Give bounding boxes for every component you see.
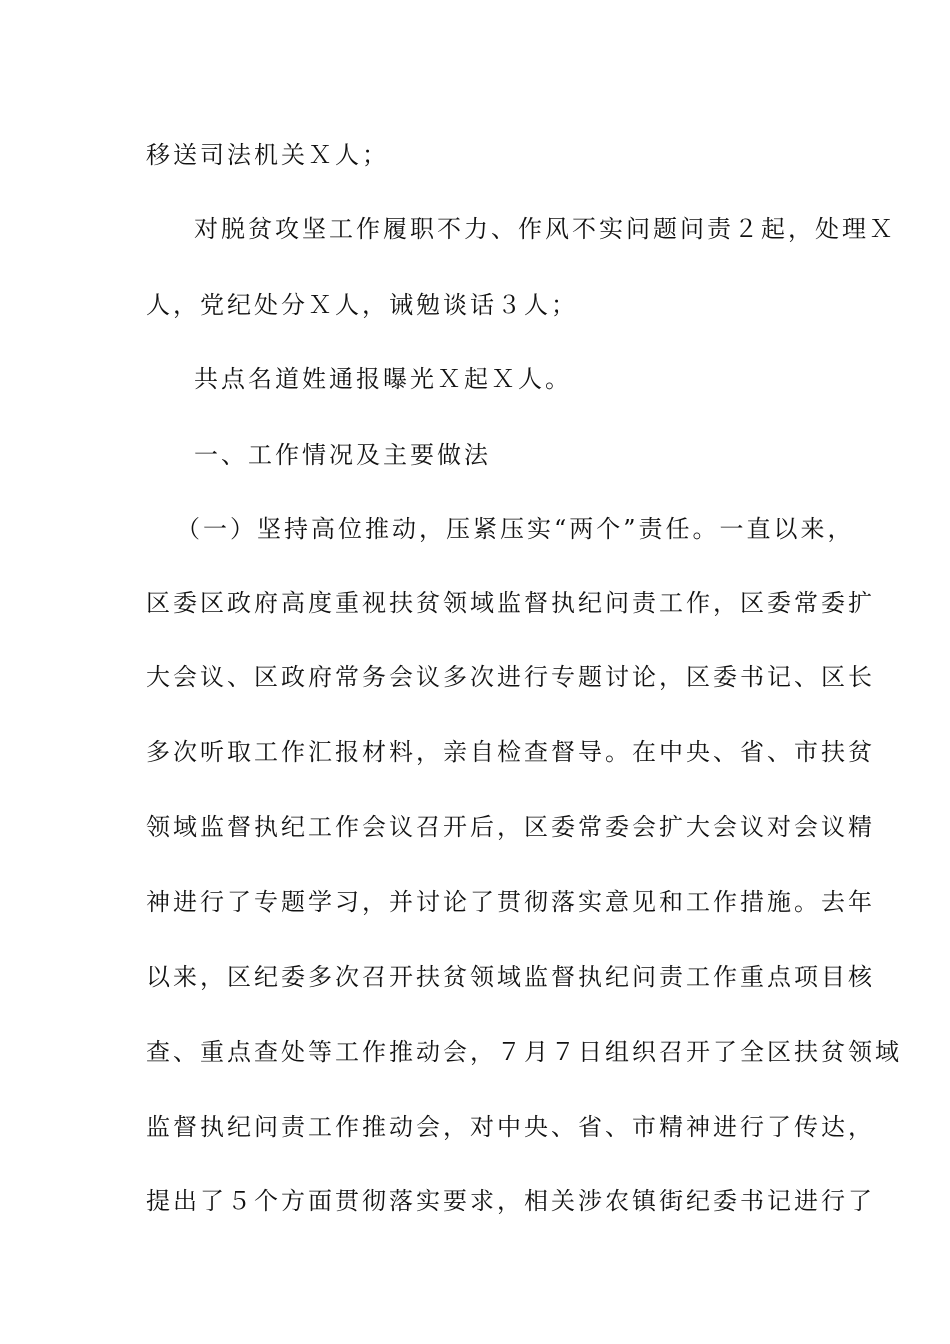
text-line-6: （一）坚持高位推动，压紧压实“两个”责任。一直以来， bbox=[176, 515, 855, 543]
text-line-13: 查、重点查处等工作推动会，７月７日组织召开了全区扶贫领域 bbox=[146, 1038, 902, 1066]
text-line-7: 区委区政府高度重视扶贫领域监督执纪问责工作，区委常委扩 bbox=[146, 589, 875, 617]
section-heading: 一、工作情况及主要做法 bbox=[194, 441, 491, 469]
text-line-14: 监督执纪问责工作推动会，对中央、省、市精神进行了传达， bbox=[146, 1113, 875, 1141]
text-line-9: 多次听取工作汇报材料，亲自检查督导。在中央、省、市扶贫 bbox=[146, 738, 875, 766]
text-line-3: 人，党纪处分Ｘ人，诫勉谈话３人； bbox=[146, 291, 578, 319]
text-line-4: 共点名道姓通报曝光Ｘ起Ｘ人。 bbox=[194, 365, 572, 393]
text-line-12: 以来，区纪委多次召开扶贫领域监督执纪问责工作重点项目核 bbox=[146, 963, 875, 991]
text-line-11: 神进行了专题学习，并讨论了贯彻落实意见和工作措施。去年 bbox=[146, 888, 875, 916]
text-line-1: 移送司法机关Ｘ人； bbox=[146, 141, 389, 169]
text-line-10: 领域监督执纪工作会议召开后，区委常委会扩大会议对会议精 bbox=[146, 813, 875, 841]
text-line-15: 提出了５个方面贯彻落实要求，相关涉农镇街纪委书记进行了 bbox=[146, 1187, 875, 1215]
text-line-8: 大会议、区政府常务会议多次进行专题讨论，区委书记、区长 bbox=[146, 663, 875, 691]
text-line-2: 对脱贫攻坚工作履职不力、作风不实问题问责２起，处理Ｘ bbox=[194, 215, 896, 243]
